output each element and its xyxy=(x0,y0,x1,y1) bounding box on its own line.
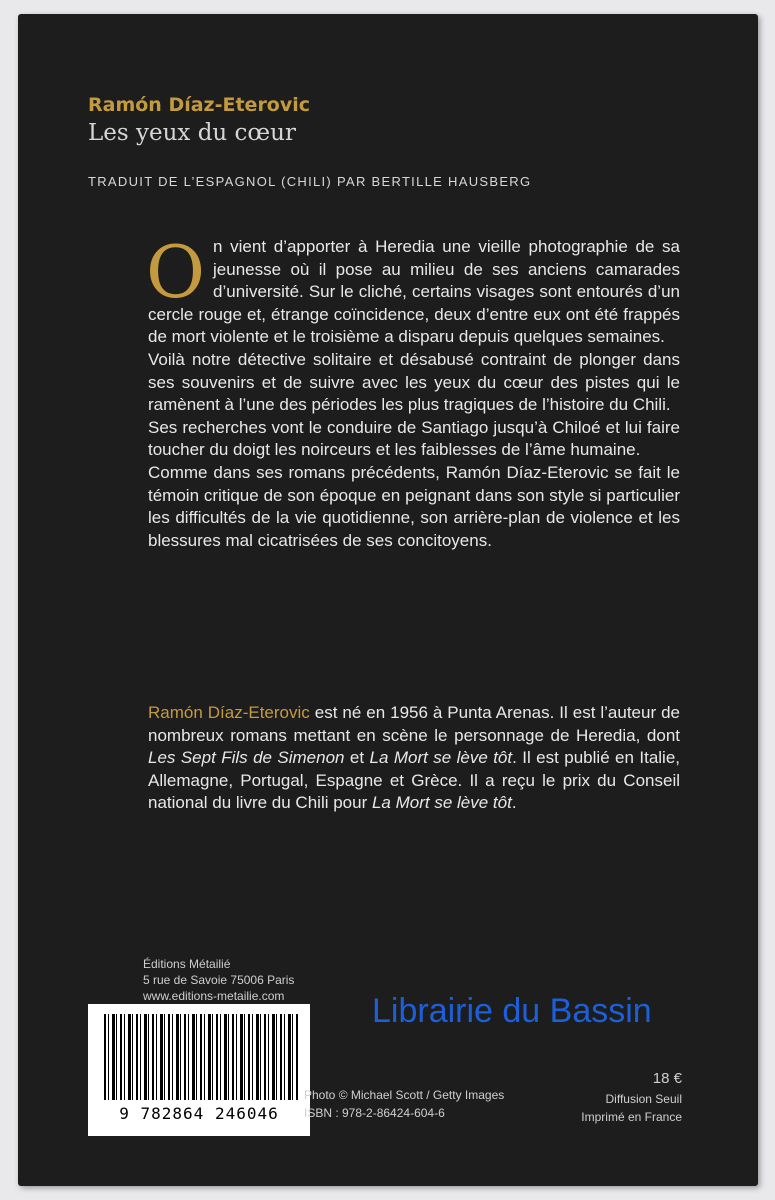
bio-author-name: Ramón Díaz-Eterovic xyxy=(148,703,310,722)
blurb-paragraph-2: Voilà notre détective solitaire et désabusé contraint de plonger dans ses souvenirs et de suivre avec les yeux du cœur des pistes qui le ramènent à l’une des périodes les plus tragiques de l’histoire du Chili. xyxy=(148,349,680,415)
price-block xyxy=(558,1068,682,1126)
barcode-digits: 9 782864 246046 xyxy=(119,1104,279,1123)
distribution: Diffusion Seuil xyxy=(605,1092,682,1106)
blurb-paragraph-4: Comme dans ses romans précédents, Ramón Díaz-Eterovic se fait le témoin critique de son époque en peignant dans son style si particulier les difficultés de la vie quotidienne, son arrière-plan de violence et les blessures mal cicatrisées de ses concitoyens. xyxy=(148,462,680,550)
printed-in: Imprimé en France xyxy=(581,1110,682,1124)
barcode xyxy=(88,1004,310,1136)
blurb xyxy=(146,230,680,552)
credits xyxy=(304,1086,504,1122)
photo-credit: Photo © Michael Scott / Getty Images xyxy=(304,1088,505,1102)
watermark-text: Librairie du Bassin xyxy=(372,992,652,1030)
blurb-paragraph-1 xyxy=(146,230,680,349)
bio-book-2: La Mort se lève tôt xyxy=(369,748,513,768)
bio-text-3: . Il est publié en Italie, Allemagne, Portugal, Espagne et Grèce. Il a reçu le prix du Conseil national du livre du Chili pour xyxy=(148,748,681,813)
bio-book-3: La Mort se lève tôt xyxy=(371,793,512,813)
book-title: Les yeux du cœur xyxy=(88,120,296,146)
author-bio xyxy=(148,702,680,815)
publisher-address: 5 rue de Savoie 75006 Paris xyxy=(143,973,295,987)
bio-book-1: Les Sept Fils de Simenon xyxy=(148,748,345,768)
author-name: Ramón Díaz-Eterovic xyxy=(88,94,311,116)
barcode-bars xyxy=(104,1014,300,1100)
blurb-paragraph-1-text: n vient d’apporter à Heredia une vieille photographie de sa jeunesse où il pose au milieu de ses anciens camarades d’université. Sur le cliché, certains visages sont entourés d’un cercle rouge et, étrange coïncidence, deux d’entre eux ont été frappés de mort violente et le troisième a disparu depuis quelques semaines. xyxy=(148,237,680,347)
drop-cap: O xyxy=(146,230,206,314)
isbn: ISBN : 978-2-86424-604-6 xyxy=(304,1106,445,1120)
bio-text-2: et xyxy=(344,748,370,768)
bio-text-1: est né en 1956 à Punta Arenas. Il est l’auteur de nombreux romans mettant en scène le personnage de Heredia, dont xyxy=(148,703,680,745)
publisher-website: www.editions-metailie.com xyxy=(143,989,285,1003)
publisher-info xyxy=(143,956,294,1004)
publisher-name: Éditions Métailié xyxy=(143,957,231,971)
translator-credit: TRADUIT DE L’ESPAGNOL (CHILI) PAR BERTILLE HAUSBERG xyxy=(88,174,532,189)
price: 18 € xyxy=(652,1070,682,1087)
bio-text-4: . xyxy=(511,793,517,813)
blurb-paragraph-3: Ses recherches vont le conduire de Santiago jusqu’à Chiloé et lui faire toucher du doigt les noirceurs et les faiblesses de l’âme humaine. xyxy=(148,417,680,460)
